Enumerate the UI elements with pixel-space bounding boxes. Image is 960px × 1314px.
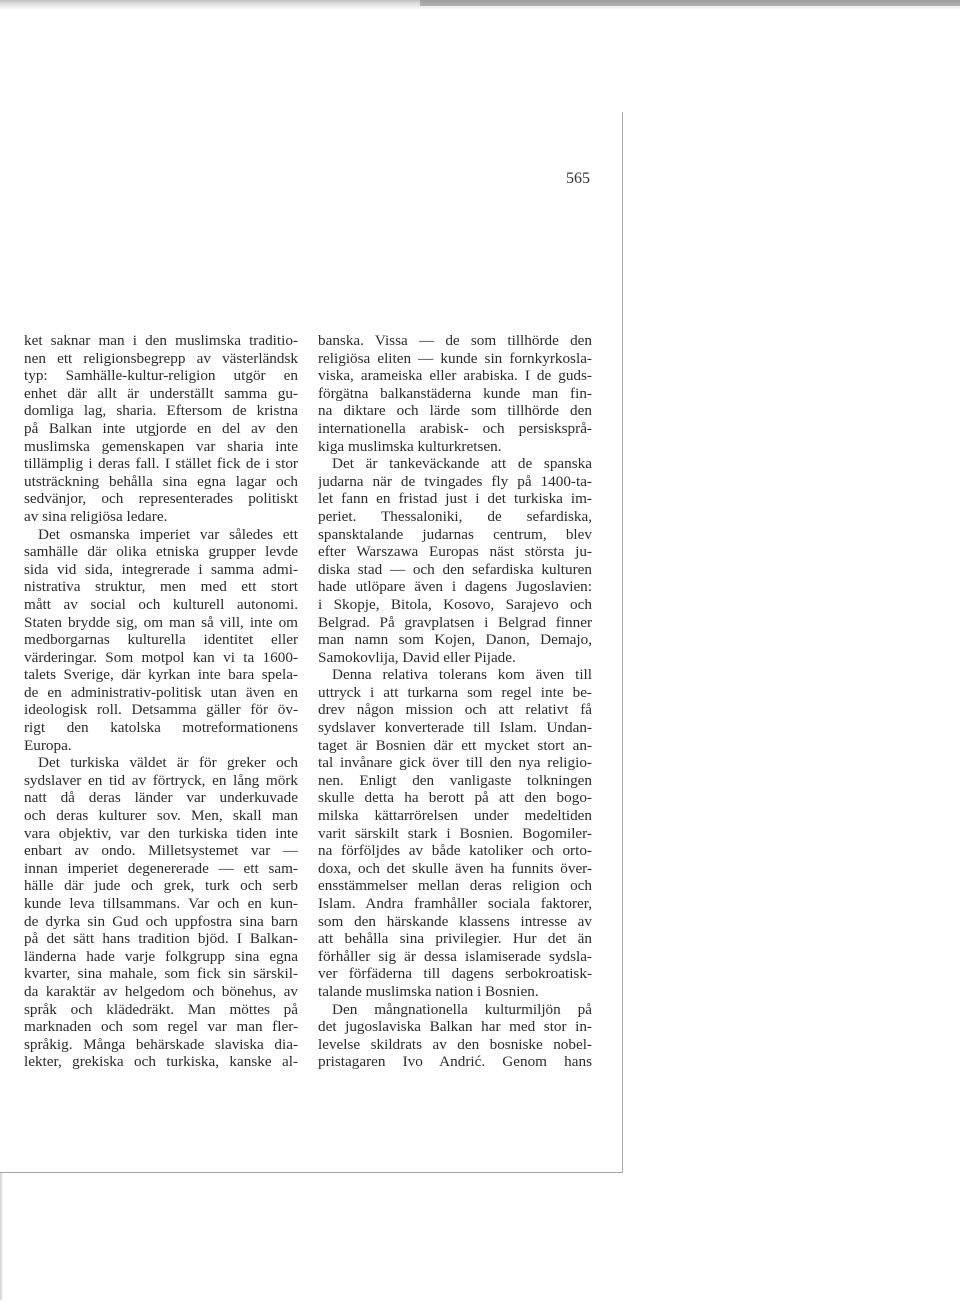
text-line: som den härskande klassens intresse av xyxy=(318,912,592,930)
text-line: rigt den katolska motreformationens xyxy=(24,719,298,737)
text-line: Staten brydde sig, om man så vill, inte om xyxy=(24,613,298,631)
right-text-column xyxy=(318,332,592,1071)
text-line: typ: Samhälle-kultur-religion utgör en xyxy=(24,367,298,385)
text-line: let fann en fristad just i det turkiska im- xyxy=(318,490,592,508)
text-line: na diktare och lärde som tillhörde den xyxy=(318,402,592,420)
text-line: på det sätt hans tradition bjöd. I Balkan- xyxy=(24,930,298,948)
text-line: enhet där allt är underställt samma gu- xyxy=(24,384,298,402)
text-line: viska, arameiska eller arabiska. I de guds- xyxy=(318,367,592,385)
text-line: enbart av ondo. Milletsystemet var — xyxy=(24,842,298,860)
text-line: ideologisk roll. Detsamma gäller för öv- xyxy=(24,701,298,719)
text-line: de en administrativ-politisk utan även en xyxy=(24,683,298,701)
text-line: samhälle där olika etniska grupper levde xyxy=(24,543,298,561)
text-line: Den mångnationella kulturmiljön på xyxy=(332,1000,592,1018)
text-line: tillämplig i deras fall. I stället fick de i stor xyxy=(24,455,298,473)
text-line: diska stad — och den sefardiska kulturen xyxy=(318,560,592,578)
text-line: Det osmanska imperiet var således ett xyxy=(38,525,298,543)
text-line: religiösa eliten — kunde sin fornkyrkosla- xyxy=(318,349,592,367)
text-line: vara objektiv, var den turkiska tiden inte xyxy=(24,824,298,842)
text-line: förgätna balkanstäderna kunde man fin- xyxy=(318,384,592,402)
text-line: nen. Enligt den vanligaste tolkningen xyxy=(318,771,592,789)
text-line: ensstämmelser mellan deras religion och xyxy=(318,877,592,895)
text-line: Samokovlija, David eller Pijade. xyxy=(318,648,516,666)
text-line: na förföljdes av både katoliker och orto- xyxy=(318,842,592,860)
text-line: judarna när de tvingades fly på 1400-ta- xyxy=(318,472,592,490)
text-line: da karaktär av helgedom och bönehus, av xyxy=(24,982,298,1000)
page-number: 565 xyxy=(566,170,590,187)
text-line: Det turkiska väldet är för greker och xyxy=(38,754,298,772)
text-line: av sina religiösa ledare. xyxy=(24,507,168,525)
text-line: hälle där jude och grek, turk och serb xyxy=(24,877,298,895)
text-line: på Balkan inte utgjorde en del av den xyxy=(24,419,298,437)
text-line: banska. Vissa — de som tillhörde den xyxy=(318,332,592,349)
text-line: man namn som Kojen, Danon, Demajo, xyxy=(318,631,592,649)
text-line: lekter, grekiska och turkiska, kanske al- xyxy=(24,1053,298,1071)
text-line: taget är Bosnien där ett mycket stort an- xyxy=(318,736,592,754)
text-line: förhåller sig är dessa islamiserade sydsla- xyxy=(318,947,592,965)
text-line: och deras kulturer sov. Men, skall man xyxy=(24,807,298,825)
text-line: sydslaver en tid av förtryck, en lång mörk xyxy=(24,771,298,789)
text-line: drev någon mission och att relativt få xyxy=(318,701,592,719)
text-line: utsträckning behålla sina egna lagar och xyxy=(24,472,298,490)
text-line: efter Warszawa Europas näst största ju- xyxy=(318,543,592,561)
text-line: länderna hade varje folkgrupp sina egna xyxy=(24,947,298,965)
text-line: pristagaren Ivo Andrić. Genom hans xyxy=(318,1053,592,1071)
text-line: ver förfäderna till dagens serbokroatisk- xyxy=(318,965,592,983)
text-line: i Skopje, Bitola, Kosovo, Sarajevo och xyxy=(318,595,592,613)
text-line: ket saknar man i den muslimska traditio- xyxy=(24,332,298,349)
text-line: levelse skildrats av den bosniske nobel- xyxy=(318,1035,592,1053)
scan-top-band xyxy=(420,0,960,6)
text-line: Europa. xyxy=(24,736,72,754)
text-line: innan imperiet degenererade — ett sam- xyxy=(24,859,298,877)
text-line: sydslaver konverterade till Islam. Undan- xyxy=(318,719,592,737)
text-line: medborgarnas kulturella identitet eller xyxy=(24,631,298,649)
text-line: domliga lag, sharia. Eftersom de kristna xyxy=(24,402,298,420)
text-line: sida vid sida, integrerade i samma admi- xyxy=(24,560,298,578)
text-line: uttryck i att turkarna som regel inte be- xyxy=(318,683,592,701)
text-line: Belgrad. På gravplatsen i Belgrad finner xyxy=(318,613,592,631)
text-line: marknaden och som regel var man fler- xyxy=(24,1018,298,1036)
text-line: nen ett religionsbegrepp av västerländsk xyxy=(24,349,298,367)
text-line: språkig. Många behärskade slaviska dia- xyxy=(24,1035,298,1053)
text-line: internationella arabisk- och persisksprå- xyxy=(318,419,592,437)
left-text-column xyxy=(24,332,298,1071)
text-line: det jugoslaviska Balkan har med stor in- xyxy=(318,1018,592,1036)
text-line: milska kättarrörelsen under medeltiden xyxy=(318,807,592,825)
text-line: att behålla sina privilegier. Hur det än xyxy=(318,930,592,948)
text-line: kvarter, sina mahale, som fick sin särskil- xyxy=(24,965,298,983)
text-line: sedvänjor, och representerades politiskt xyxy=(24,490,298,508)
text-line: skulle detta ha berott på att den bogo- xyxy=(318,789,592,807)
text-line: muslimska gemenskapen var sharia inte xyxy=(24,437,298,455)
text-line: natt då deras länder var underkuvade xyxy=(24,789,298,807)
text-line: kiga muslimska kulturkretsen. xyxy=(318,437,502,455)
text-line: Islam. Andra framhåller sociala faktorer, xyxy=(318,895,592,912)
text-line: periet. Thessaloniki, de sefardiska, xyxy=(318,507,592,525)
text-line: doxa, och det skulle även ha funnits över- xyxy=(318,859,592,877)
text-line: spansktalande judarnas centrum, blev xyxy=(318,525,592,543)
text-line: mått av social och kulturell autonomi. xyxy=(24,595,298,613)
text-line: de dyrka sin Gud och uppfostra sina barn xyxy=(24,912,298,930)
text-line: värderingar. Som motpol kan vi ta 1600- xyxy=(24,648,298,666)
text-line: talande muslimska nation i Bosnien. xyxy=(318,982,539,1000)
text-line: nistrativa struktur, men med ett stort xyxy=(24,578,298,596)
text-line: Det är tankeväckande att de spanska xyxy=(332,455,592,473)
text-line: kunde leva tillsammans. Var och en kun- xyxy=(24,895,298,912)
text-line: tal invånare gick över till den nya religio- xyxy=(318,754,592,772)
text-line: hade utlöpare även i dagens Jugoslavien: xyxy=(318,578,592,596)
text-line: språk och klädedräkt. Man möttes på xyxy=(24,1000,298,1018)
text-line: talets Sverige, där kyrkan inte bara spela- xyxy=(24,666,298,684)
text-line: Denna relativa tolerans kom även till xyxy=(332,666,592,684)
text-line: varit särskilt stark i Bosnien. Bogomiler- xyxy=(318,824,592,842)
